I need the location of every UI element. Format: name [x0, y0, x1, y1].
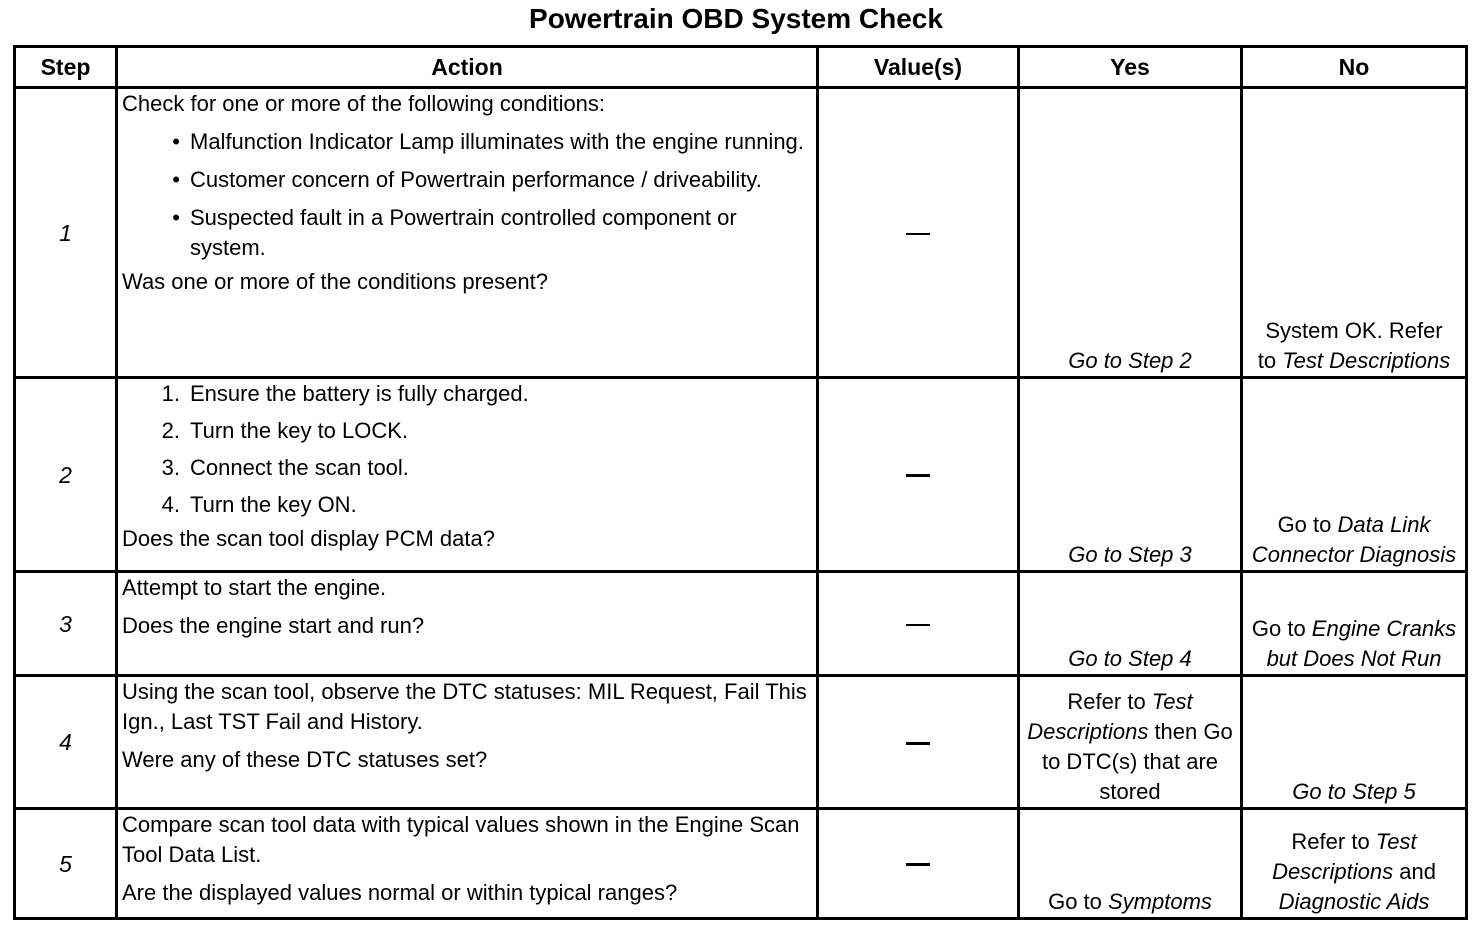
value-cell: [818, 572, 1019, 676]
value-dash: [906, 233, 930, 235]
numbered-item: 1. Ensure the battery is fully charged.: [161, 381, 529, 406]
action-question: Does the scan tool display PCM data?: [122, 526, 495, 551]
column-header-action: Action: [117, 47, 818, 88]
action-cell: [117, 378, 818, 572]
action-question: Are the displayed values normal or within typical ranges?: [122, 880, 678, 905]
action-cell: [117, 809, 818, 919]
action-intro: Attempt to start the engine.: [122, 575, 387, 600]
yes-link[interactable]: Symptoms: [1108, 889, 1212, 914]
column-header-yes: Yes: [1019, 47, 1242, 88]
column-header-no: No: [1242, 47, 1467, 88]
action-question: Were any of these DTC statuses set?: [122, 747, 488, 772]
action-intro: Check for one or more of the following conditions:: [122, 91, 606, 116]
table-row: [15, 676, 1467, 809]
action-question: Was one or more of the conditions present?: [122, 269, 548, 294]
no-cell: Refer to Test Descriptions and Diagnostic Aids: [1242, 809, 1467, 919]
step-number: 1: [15, 88, 117, 378]
step-number: 3: [15, 572, 117, 676]
action-intro: Compare scan tool data with typical values shown in the Engine Scan Tool Data List.: [122, 812, 800, 867]
numbered-item: 4. Turn the key ON.: [161, 492, 357, 517]
action-intro: Using the scan tool, observe the DTC statuses: MIL Request, Fail This Ign., Last TST Fail and History.: [122, 679, 807, 734]
diagnostic-table: [13, 45, 1468, 920]
bullet-item: • Customer concern of Powertrain performance / driveability.: [172, 167, 762, 192]
page-title: Powertrain OBD System Check: [529, 3, 943, 34]
no-cell: [1242, 676, 1467, 809]
bullet-item: • Suspected fault in a Powertrain controlled component or system.: [172, 205, 737, 260]
value-cell: [818, 378, 1019, 572]
column-header-values: Value(s): [818, 47, 1019, 88]
yes-cell: [1019, 572, 1242, 676]
no-link[interactable]: Engine Cranks but Does Not Run: [1266, 616, 1457, 671]
action-question: Does the engine start and run?: [122, 613, 425, 638]
value-dash: [906, 474, 930, 477]
numbered-item: 3. Connect the scan tool.: [161, 455, 409, 480]
yes-cell: [1019, 378, 1242, 572]
table-row: [15, 378, 1467, 572]
no-link[interactable]: Test Descriptions: [1272, 829, 1417, 884]
action-cell: [117, 88, 818, 378]
no-link[interactable]: Data Link Connector Diagnosis: [1251, 512, 1457, 567]
yes-cell: [1019, 88, 1242, 378]
yes-link[interactable]: Test Descriptions: [1027, 689, 1193, 744]
no-link-2[interactable]: Diagnostic Aids: [1278, 889, 1430, 914]
step-number: 2: [15, 378, 117, 572]
yes-cell: Go to Symptoms: [1019, 809, 1242, 919]
value-dash: [906, 863, 930, 866]
no-cell: System OK. Refer to Test Descriptions: [1242, 88, 1467, 378]
yes-cell: Refer to Test Descriptions then Go to DTC(s) that are stored: [1019, 676, 1242, 809]
column-header-step: Step: [15, 47, 117, 88]
table-row: [15, 572, 1467, 676]
value-dash: [906, 742, 930, 745]
yes-link[interactable]: Go to Step 2: [1068, 348, 1192, 373]
action-cell: [117, 676, 818, 809]
table-row: [15, 809, 1467, 919]
yes-link[interactable]: Go to Step 3: [1068, 542, 1192, 567]
table-row: [15, 88, 1467, 378]
no-link[interactable]: Go to Step 5: [1292, 779, 1416, 804]
value-dash: [906, 624, 930, 626]
step-number: 4: [15, 676, 117, 809]
bullet-item: • Malfunction Indicator Lamp illuminates with the engine running.: [172, 129, 804, 154]
yes-link[interactable]: Go to Step 4: [1068, 646, 1192, 671]
value-cell: [818, 809, 1019, 919]
numbered-item: 2. Turn the key to LOCK.: [161, 418, 409, 443]
value-cell: [818, 676, 1019, 809]
no-cell: Go to Data Link Connector Diagnosis: [1242, 378, 1467, 572]
no-cell: Go to Engine Cranks but Does Not Run: [1242, 572, 1467, 676]
value-cell: [818, 88, 1019, 378]
step-number: 5: [15, 809, 117, 919]
table-header-row: [15, 47, 1467, 88]
action-cell: [117, 572, 818, 676]
no-link[interactable]: Test Descriptions: [1282, 348, 1451, 373]
